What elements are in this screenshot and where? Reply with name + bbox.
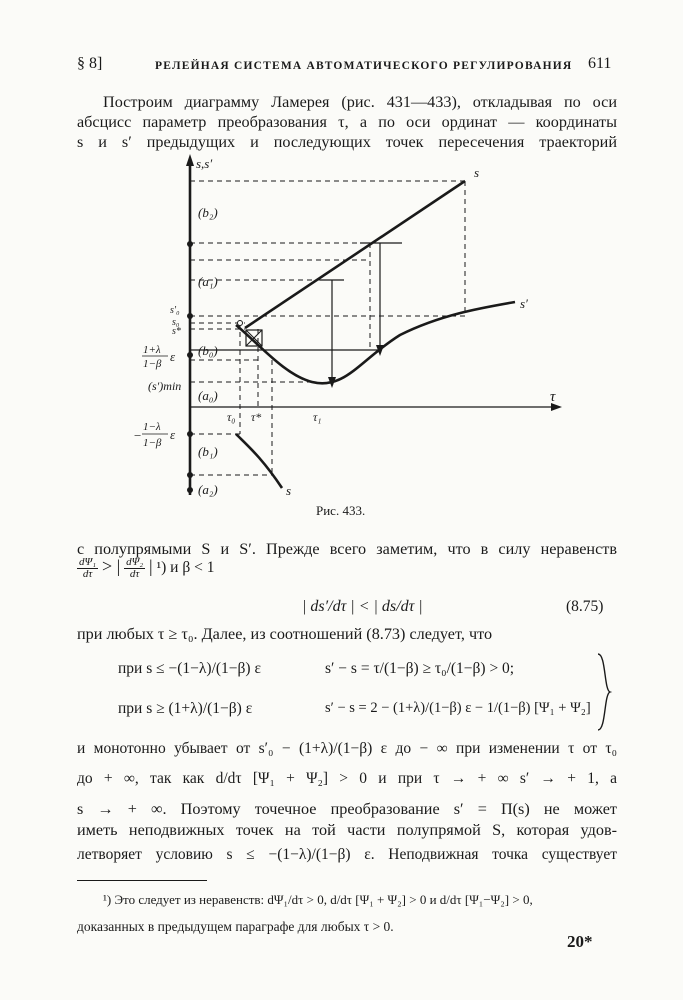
running-title: РЕЛЕЙНАЯ СИСТЕМА АВТОМАТИЧЕСКОГО РЕГУЛИРОВАНИЯ — [155, 60, 573, 72]
level-pos-num: 1+λ — [143, 344, 161, 356]
curve-s-prime-label: s′ — [520, 296, 528, 311]
region-a2: (a₂) — [198, 482, 218, 497]
case-2-condition: при s ≥ (1+λ)/(1−β) ε — [118, 700, 253, 717]
case-2-expression: s′ − s = 2 − (1+λ)/(1−β) ε − 1/(1−β) [Ψ₁ + Ψ₂] — [325, 700, 591, 716]
level-neg-num: 1−λ — [143, 421, 161, 433]
curve-s-lower — [236, 434, 282, 488]
label-tau0: τ₀ — [227, 410, 236, 424]
right-brace — [596, 652, 616, 732]
region-a0: (a₀) — [198, 388, 218, 403]
equation-8-75: | ds′/dτ | < | ds/dτ | — [302, 598, 423, 615]
figure-caption: Рис. 433. — [316, 503, 366, 518]
para-line-9: летворяет условию s ≤ −(1−λ)/(1−β) ε. Неподвижная точка существует — [77, 846, 617, 863]
level-pos-den: 1−β — [143, 358, 162, 370]
region-b2: (b₂) — [198, 205, 218, 220]
label-s0: s₀ — [172, 317, 180, 328]
label-s-min: (s′)min — [148, 379, 182, 393]
para-line-4: при любых τ ≥ τ₀. Далее, из соотношений (8.73) следует, что — [77, 625, 493, 643]
intro-line-2: абсцисс параметр преобразования τ, а по оси ординат — координаты — [77, 113, 617, 131]
equation-number: (8.75) — [566, 598, 604, 615]
label-tau1: τ₁ — [313, 410, 322, 424]
signature-mark: 20* — [567, 932, 593, 951]
footnote-rule — [77, 880, 207, 881]
label-s-star: s* — [172, 326, 181, 337]
x-axis-label: τ — [550, 389, 556, 405]
level-neg-den: 1−β — [143, 437, 162, 449]
para-line-6: до + ∞, так как d/dτ [Ψ₁ + Ψ₂] > 0 и при τ → + ∞ s′ → + 1, а — [77, 770, 617, 787]
level-neg-eps: ε — [170, 427, 176, 442]
level-pos-eps: ε — [170, 349, 176, 364]
curve-s-lower-label: s — [286, 483, 292, 498]
intro-line-1: Построим диаграмму Ламерея (рис. 431—433), откладывая по оси — [103, 93, 617, 111]
y-axis-label: s,s′ — [196, 156, 213, 171]
intro-line-3: s и s′ предыдущих и последующих точек пересечения траекторий — [77, 133, 617, 151]
region-b1: (b₁) — [198, 444, 218, 459]
para-line-1: с полупрямыми S и S′. Прежде всего заметим, что в силу неравенств — [77, 540, 617, 558]
section-marker: § 8] — [77, 55, 103, 72]
case-1-expression: s′ − s = τ/(1−β) ≥ τ₀/(1−β) > 0; — [325, 660, 515, 677]
footnote-line-2: доказанных в предыдущем параграфе для любых τ > 0. — [77, 919, 394, 934]
para-line-5: и монотонно убывает от s′₀ − (1+λ)/(1−β) ε до − ∞ при изменении τ от τ₀ — [77, 740, 617, 757]
para-line-8: иметь неподвижных точек на той части полупрямой S, которая удов- — [77, 821, 617, 839]
lamerey-diagram — [0, 150, 683, 510]
page-number: 611 — [588, 55, 612, 72]
region-a1: (a₁) — [198, 274, 218, 289]
label-s0-prime: s′₀ — [170, 305, 180, 316]
curve-s-label: s — [474, 165, 480, 180]
footnote-line-1: ¹) Это следует из неравенств: dΨ₁/dτ > 0, d/dτ [Ψ₁ + Ψ₂] > 0 и d/dτ [Ψ₁−Ψ₂] > 0, — [103, 892, 533, 907]
region-b0: (b₀) — [198, 343, 218, 358]
label-tau-star: τ* — [251, 410, 262, 424]
case-1-condition: при s ≤ −(1−λ)/(1−β) ε — [118, 660, 261, 677]
curve-s — [245, 181, 465, 328]
y-axis-arrow — [186, 154, 194, 166]
inequality-line: $\frac{\text{dΨ₁}}{d\tau}$ > | $\frac{\text{dΨ₂}}{d\tau}$ | ¹) и β < 1 — [79, 555, 215, 580]
level-neg-minus: − — [134, 428, 142, 443]
curve-s-prime — [236, 302, 515, 383]
para-line-7: s → + ∞. Поэтому точечное преобразование s′ = Π(s) не может — [77, 800, 617, 818]
